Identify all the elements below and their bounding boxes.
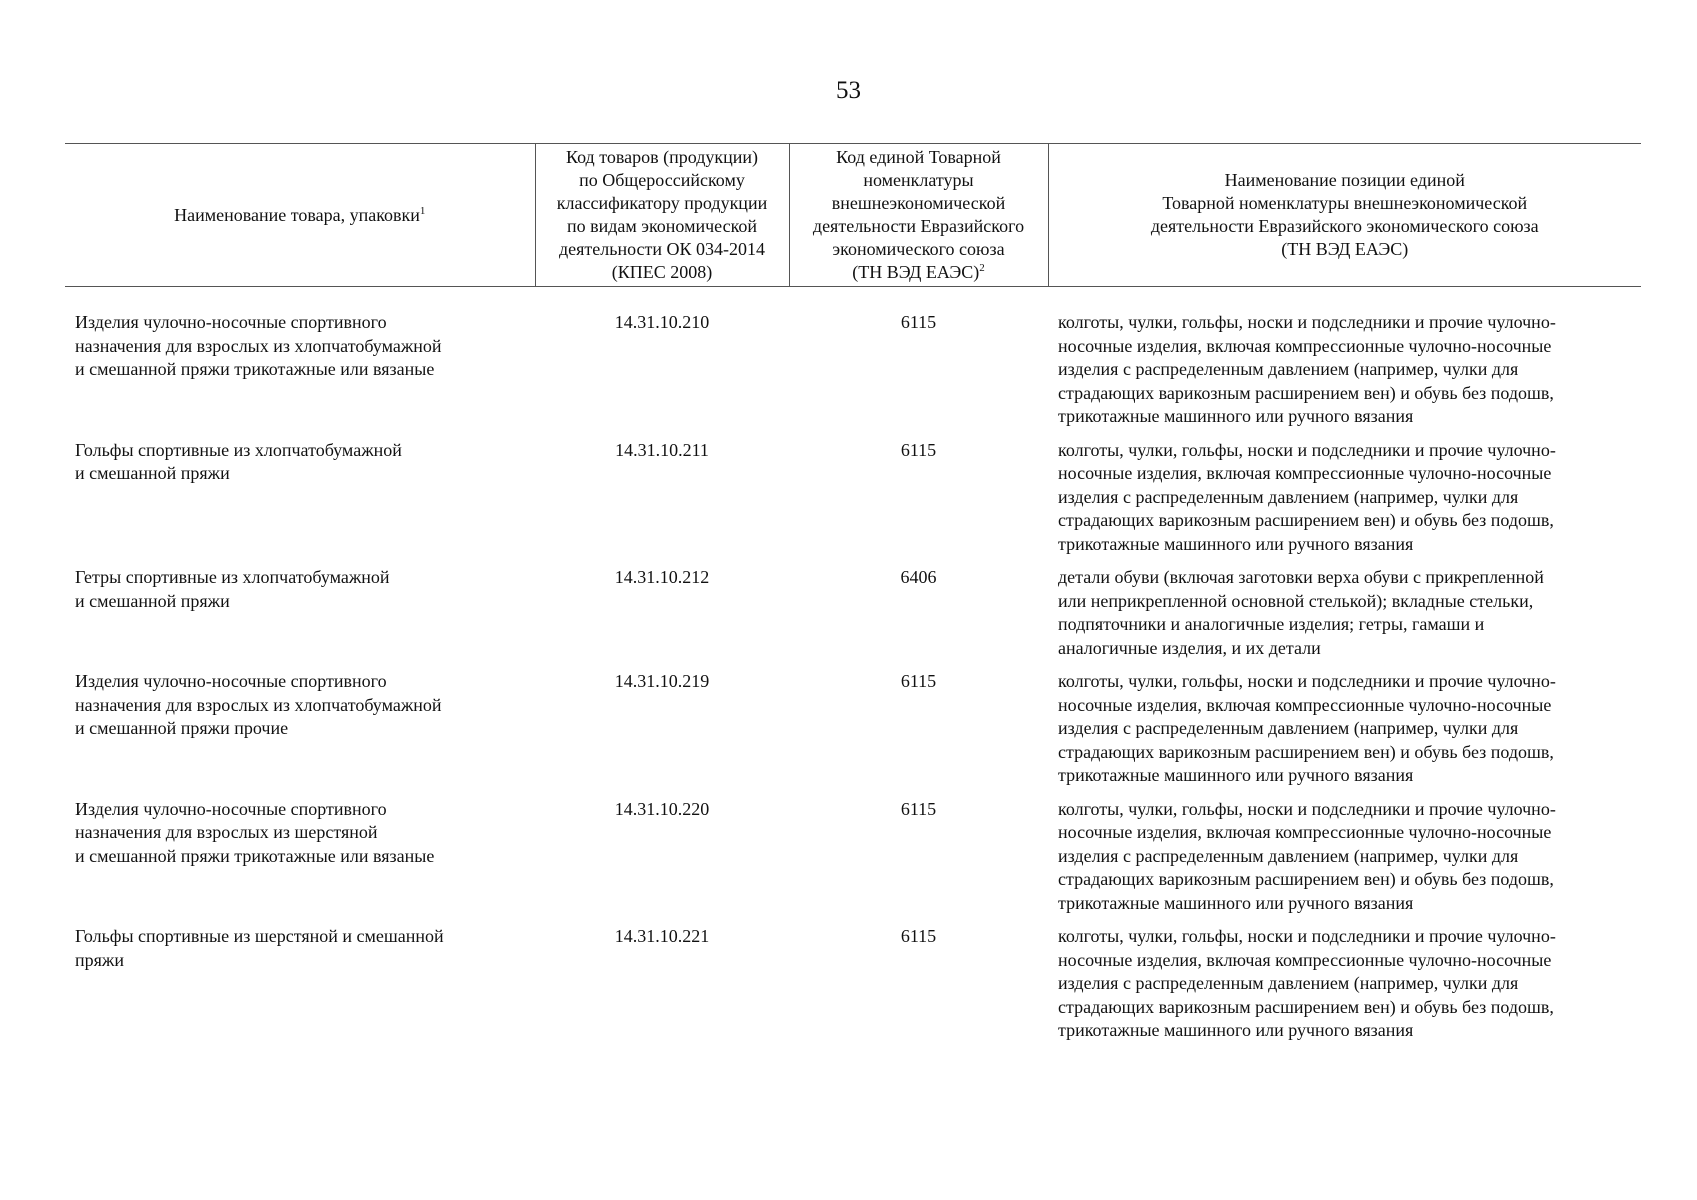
tnved-code-cell: 6115 xyxy=(900,798,937,819)
footnote-2: 2 xyxy=(979,262,985,274)
tnved-description-cell: детали обуви (включая заготовки верха обуви с прикрепленной или неприкрепленной основной стелькой); вкладные стельки, подпяточники и аналогичные изделия; гетры, гамаши и аналогичные изделия, и их детали xyxy=(1058,567,1544,658)
okpd-code-cell: 14.31.10.221 xyxy=(614,926,710,946)
tnved-code-cell: 6115 xyxy=(900,439,937,460)
table-row xyxy=(65,788,1641,916)
okpd-code-cell: 14.31.10.220 xyxy=(614,798,710,819)
page-number: 53 xyxy=(836,77,861,104)
goods-name-cell: Изделия чулочно-носочные спортивного назначения для взрослых из хлопчатобумажной и смешанной пряжи трикотажные или вязаные xyxy=(75,312,442,379)
tnved-code-cell: 6115 xyxy=(900,926,937,946)
tnved-code-cell: 6115 xyxy=(900,671,937,691)
okpd-code-cell: 14.31.10.212 xyxy=(614,567,710,587)
tnved-code-cell: 6406 xyxy=(900,567,937,587)
footnote-1: 1 xyxy=(419,204,426,217)
header-goods-name: Наименование товара, упаковки$^1$ xyxy=(65,144,535,287)
table-row xyxy=(65,287,1641,429)
header-tnved-position: Наименование позиции единой Товарной номенклатуры внешнеэкономической деятельности Евразийского экономического союза (ТН ВЭД ЕАЭС) xyxy=(1048,144,1641,287)
header-okpd-code: Код товаров (продукции) по Общероссийскому классификатору продукции по видам экономической деятельности ОК 034-2014 (КПЕС 2008) xyxy=(535,144,789,287)
header-tnved-code: Код единой Товарной номенклатуры внешнеэкономической деятельности Евразийского экономического союза (ТН ВЭД ЕАЭС)$^2$ xyxy=(789,144,1048,287)
table-row xyxy=(65,556,1641,660)
tnved-description-cell: колготы, чулки, гольфы, носки и подследники и прочие чулочно- носочные изделия, включая компрессионные чулочно-носочные изделия с распределенным давлением (например, чулки для страдающих варикозным расширением вен) и обувь без подошв, трикотажные машинного или ручного вязания xyxy=(1058,312,1556,426)
table-row xyxy=(65,660,1641,788)
tnved-description-cell: колготы, чулки, гольфы, носки и подследники и прочие чулочно- носочные изделия, включая компрессионные чулочно-носочные изделия с распределенным давлением (например, чулки для страдающих варикозным расширением вен) и обувь без подошв, трикотажные машинного или ручного вязания xyxy=(1058,439,1556,554)
tnved-description-cell: колготы, чулки, гольфы, носки и подследники и прочие чулочно- носочные изделия, включая компрессионные чулочно-носочные изделия с распределенным давлением (например, чулки для страдающих варикозным расширением вен) и обувь без подошв, трикотажные машинного или ручного вязания xyxy=(1058,671,1556,785)
okpd-code-cell: 14.31.10.210 xyxy=(614,312,710,332)
goods-name-cell: Изделия чулочно-носочные спортивного назначения для взрослых из шерстяной и смешанной пряжи трикотажные или вязаные xyxy=(75,798,435,866)
table-row xyxy=(65,429,1641,557)
tnved-description-cell: колготы, чулки, гольфы, носки и подследники и прочие чулочно- носочные изделия, включая компрессионные чулочно-носочные изделия с распределенным давлением (например, чулки для страдающих варикозным расширением вен) и обувь без подошв, трикотажные машинного или ручного вязания xyxy=(1058,798,1556,913)
goods-name-cell: Изделия чулочно-носочные спортивного назначения для взрослых из хлопчатобумажной и смешанной пряжи прочие xyxy=(75,671,442,738)
goods-name-cell: Гольфы спортивные из шерстяной и смешанной пряжи xyxy=(75,926,444,970)
okpd-code-cell: 14.31.10.219 xyxy=(614,671,710,691)
okpd-code-cell: 14.31.10.211 xyxy=(615,439,709,460)
table-row xyxy=(65,915,1641,1043)
tnved-description-cell: колготы, чулки, гольфы, носки и подследники и прочие чулочно- носочные изделия, включая компрессионные чулочно-носочные изделия с распределенным давлением (например, чулки для страдающих варикозным расширением вен) и обувь без подошв, трикотажные машинного или ручного вязания xyxy=(1058,926,1556,1040)
goods-table-wrap xyxy=(65,143,1641,1043)
table-header-row xyxy=(65,144,1641,287)
goods-name-cell: Гольфы спортивные из хлопчатобумажной и смешанной пряжи xyxy=(75,439,402,483)
goods-table xyxy=(65,143,1641,1043)
goods-name-cell: Гетры спортивные из хлопчатобумажной и смешанной пряжи xyxy=(75,567,390,611)
tnved-code-cell: 6115 xyxy=(900,312,937,332)
